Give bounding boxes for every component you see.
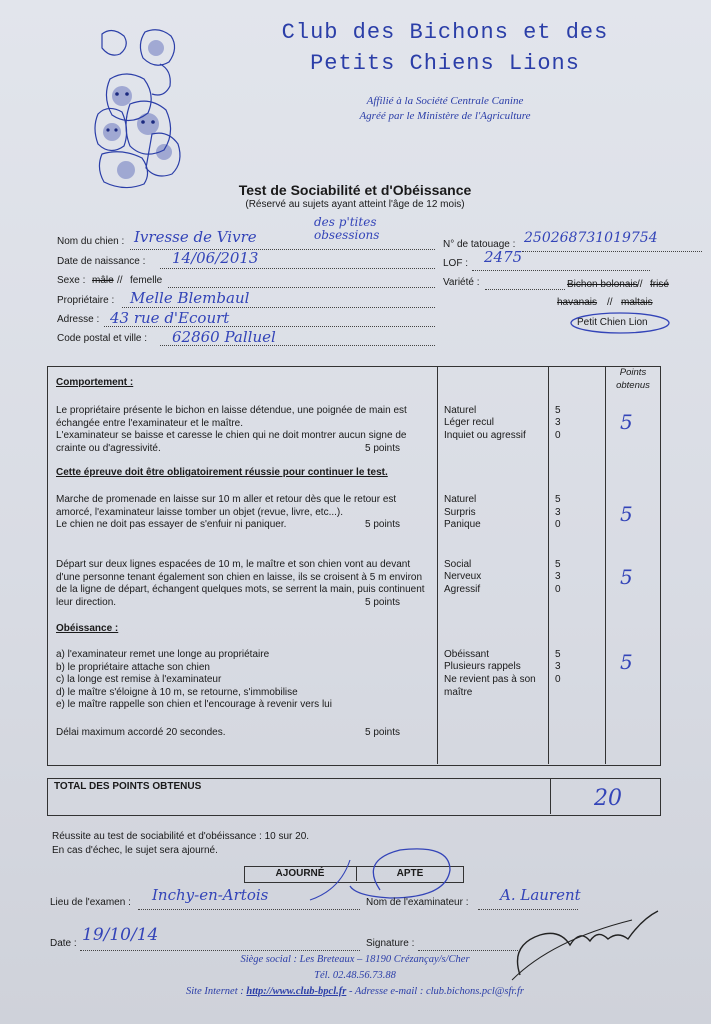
date-label: Date : — [50, 938, 77, 949]
row-2-points: 5 points — [365, 519, 401, 530]
address-label: Adresse : — [57, 314, 100, 325]
ajourne-option[interactable]: AJOURNÉ — [275, 868, 325, 879]
obeissance-heading: Obéissance : — [56, 623, 119, 634]
telephone: Tél. 02.48.56.73.88 — [314, 970, 396, 981]
variety-label: Variété : — [443, 277, 480, 288]
lof-value[interactable]: 2475 — [484, 248, 523, 266]
row-1-description: Le propriétaire présente le bichon en laisse détendue, une poignée de main est échangée entre l'examinateur et le maître. L'examinateur se baisse et caresse le chien qui ne doit montrer aucun signe de crainte ou d'agressivité. — [56, 405, 407, 454]
row-2-score-2: 3 — [555, 507, 561, 518]
variety-sep2: // — [607, 297, 613, 308]
variety-maltais[interactable]: maltais — [621, 297, 653, 308]
row-1-points: 5 points — [365, 443, 401, 454]
dog-name-label: Nom du chien : — [57, 236, 125, 247]
date-line — [80, 950, 360, 951]
row-4-points: 5 points — [365, 727, 401, 738]
address-value[interactable]: 43 rue d'Ecourt — [110, 309, 230, 327]
row-1-mark[interactable]: 5 — [620, 410, 633, 434]
table-divider-3 — [605, 366, 606, 764]
postal-value[interactable]: 62860 Palluel — [172, 328, 276, 346]
row-4-opt-1: Obéissant — [444, 649, 490, 660]
date-value[interactable]: 19/10/14 — [82, 925, 159, 945]
row-2-description: Marche de promenade en laisse sur 10 m aller et retour dès que le retour est amorcé, l'examinateur laisse tomber un objet (revue, livre, etc...). Le chien ne doit pas essayer de s'enfuir ni paniquer. — [56, 494, 397, 530]
siege-social: Siège social : Les Breteaux – 18190 Crézançay/s/Cher — [240, 954, 470, 965]
row-3-score-3: 0 — [555, 584, 561, 595]
tattoo-label: N° de tatouage : — [443, 239, 516, 250]
row-1-score-3: 0 — [555, 430, 561, 441]
lof-label: LOF : — [443, 258, 469, 269]
variety-petit-chien-lion[interactable]: Petit Chien Lion — [577, 317, 648, 328]
row-1-opt-2: Léger recul — [444, 417, 495, 428]
web-prefix: Site Internet : — [186, 986, 244, 997]
affiliation-line2: Agréé par le Ministère de l'Agriculture — [359, 110, 531, 122]
row-2-score-3: 0 — [555, 519, 561, 530]
row-4-description: a) l'examinateur remet une longe au propriétaire b) le propriétaire attache son chien c) la longe est remise à l'examinateur d) le maître s'éloigne à 10 m, se retourne, s'immobilise e) le maître rappelle son chien et l'encourage à revenir vers lui — [56, 649, 332, 710]
lieu-label: Lieu de l'examen : — [50, 897, 131, 908]
club-name-line2: Petits Chiens Lions — [310, 51, 580, 76]
variety-bolonais[interactable]: Bichon bolonais — [567, 279, 638, 290]
row-4-score-2: 3 — [555, 661, 561, 672]
sex-male-option[interactable]: mâle — [92, 275, 114, 286]
row-1-score-2: 3 — [555, 417, 561, 428]
delay-note: Délai maximum accordé 20 secondes. — [56, 727, 226, 738]
examiner-value[interactable]: A. Laurent — [500, 886, 581, 904]
row-3-points: 5 points — [365, 597, 401, 608]
row-3-score-1: 5 — [555, 559, 561, 570]
dog-name-extra[interactable]: des p'tites obsessions — [314, 215, 380, 242]
web-line — [150, 986, 560, 997]
table-divider-2 — [548, 366, 549, 764]
form-title: Test de Sociabilité et d'Obéissance — [238, 182, 472, 198]
row-1-opt-3: Inquiet ou agressif — [444, 430, 526, 441]
variety-sep1: // — [637, 279, 643, 290]
sex-line — [168, 287, 435, 288]
owner-label: Propriétaire : — [57, 295, 115, 306]
tattoo-value[interactable]: 250268731019754 — [524, 230, 658, 246]
website-link[interactable]: http://www.club-bpcl.fr — [246, 986, 347, 997]
comportement-heading: Comportement : — [56, 377, 134, 388]
row-2-opt-2: Surpris — [444, 507, 476, 518]
lieu-value[interactable]: Inchy-en-Artois — [152, 886, 269, 904]
row-3-opt-1: Social — [444, 559, 472, 570]
birth-date-label: Date de naissance : — [57, 256, 146, 267]
sex-female-option[interactable]: femelle — [130, 275, 163, 286]
owner-value[interactable]: Melle Blembaul — [130, 289, 250, 307]
row-4-opt-2: Plusieurs rappels — [444, 661, 521, 672]
variety-havanais[interactable]: havanais — [557, 297, 598, 308]
row-4-mark[interactable]: 5 — [620, 650, 633, 674]
success-note: Réussite au test de sociabilité et d'obéissance : 10 sur 20. — [52, 831, 310, 842]
signature-label: Signature : — [366, 938, 415, 949]
owner-line — [122, 307, 435, 308]
postal-label: Code postal et ville : — [57, 333, 148, 344]
form-subtitle: (Réservé au sujets ayant atteint l'âge de 12 mois) — [245, 199, 465, 210]
total-divider — [550, 778, 551, 814]
must-pass-note: Cette épreuve doit être obligatoirement réussie pour continuer le test. — [56, 467, 388, 478]
apte-option[interactable]: APTE — [396, 868, 424, 879]
row-3-opt-3: Agressif — [444, 584, 481, 595]
row-3-description: Départ sur deux lignes espacées de 10 m, le maître et son chien vont au devant d'une personne tenant également son chien en laisse, ils se croisent à 5 m environ de la ligne de départ, échangent quelques mots, se serrent la main, puis continuent leur direction. — [56, 559, 425, 608]
row-4-score-1: 5 — [555, 649, 561, 660]
lof-line — [472, 270, 650, 271]
total-label: TOTAL DES POINTS OBTENUS — [54, 781, 202, 792]
birth-date-value[interactable]: 14/06/2013 — [172, 249, 259, 267]
row-3-mark[interactable]: 5 — [620, 565, 633, 589]
failure-note: En cas d'échec, le sujet sera ajourné. — [52, 845, 218, 856]
points-header: Points obtenus — [616, 367, 650, 391]
variety-frise[interactable]: frisé — [650, 279, 669, 290]
row-4-opt-3: Ne revient pas à son maître — [444, 674, 536, 698]
row-1-score-1: 5 — [555, 405, 561, 416]
row-4-score-3: 0 — [555, 674, 561, 685]
row-1-opt-1: Naturel — [444, 405, 477, 416]
sex-label: Sexe : — [57, 275, 86, 286]
lieu-line — [138, 909, 360, 910]
total-value[interactable]: 20 — [594, 786, 622, 811]
examiner-label: Nom de l'examinateur : — [366, 897, 469, 908]
club-name-line1: Club des Bichons et des — [281, 20, 609, 45]
row-2-score-1: 5 — [555, 494, 561, 505]
variety-circle-mark — [568, 310, 672, 336]
sex-separator: // — [117, 275, 123, 286]
row-3-score-2: 3 — [555, 571, 561, 582]
row-2-mark[interactable]: 5 — [620, 502, 633, 526]
row-2-opt-1: Naturel — [444, 494, 477, 505]
row-2-opt-3: Panique — [444, 519, 481, 530]
email-prefix: - Adresse e-mail : — [348, 986, 424, 997]
email-link[interactable]: club.bichons.pcl@sfr.fr — [425, 986, 524, 997]
variety-line — [485, 289, 565, 290]
dog-name-value[interactable]: Ivresse de Vivre — [134, 228, 257, 246]
table-divider-1 — [437, 366, 438, 764]
birth-date-line — [160, 268, 435, 269]
row-3-opt-2: Nerveux — [444, 571, 482, 582]
affiliation-line1: Affilié à la Société Centrale Canine — [366, 95, 524, 107]
dogs-logo-illustration — [90, 24, 190, 194]
tattoo-line — [522, 251, 702, 252]
